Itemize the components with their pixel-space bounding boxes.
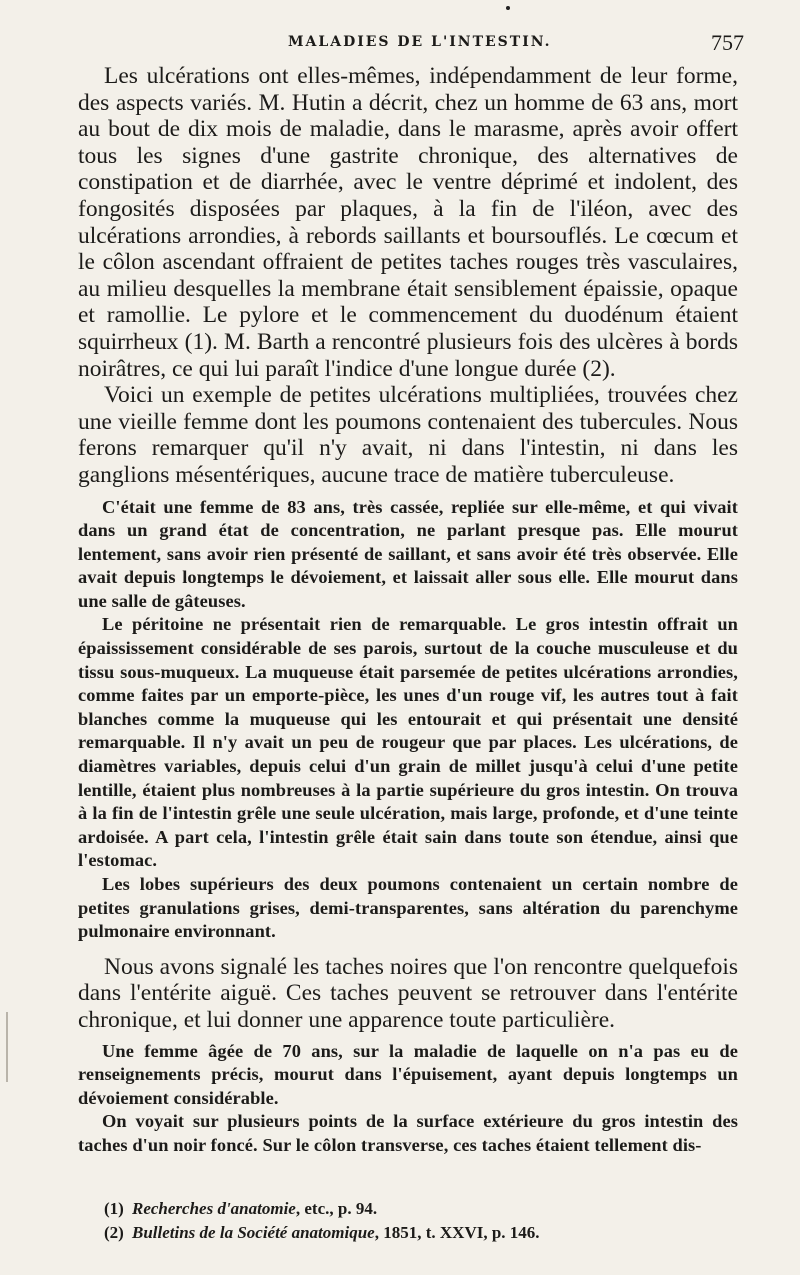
paragraph: Voici un exemple de petites ulcérations multipliées, trouvées chez une vieille femme dont les poumons contenaient des tubercules. Nous ferons remarquer qu'il n'y avait, ni dans l'intestin, ni dans les ganglions mésentériques, aucune trace de matière tuberculeuse. bbox=[78, 382, 738, 488]
running-head: MALADIES DE L'INTESTIN. bbox=[288, 34, 552, 50]
footnote-number: (2) bbox=[104, 1223, 124, 1242]
print-speck bbox=[506, 6, 510, 10]
footnote-rest: , etc., p. 94. bbox=[295, 1199, 378, 1218]
case-paragraph: Les lobes supérieurs des deux poumons contenaient un certain nombre de petites granulations grises, demi-transparentes, sans altération du parenchyme pulmonaire environnant. bbox=[78, 874, 738, 942]
footnote-rest: , 1851, t. XXVI, p. 146. bbox=[374, 1223, 540, 1242]
case-report-1 bbox=[78, 496, 738, 944]
case-paragraph: C'était une femme de 83 ans, très cassée, repliée sur elle-même, et qui vivait dans un grand état de concentration, ne parlant presque pas. Elle mourut lentement, sans avoir rien présenté de saillant, et sans avoir été très observée. Elle avait depuis longtemps le dévoiement, et laissait aller sous elle. Elle mourut dans une salle de gâteuses. bbox=[78, 496, 738, 611]
case-paragraph: On voyait sur plusieurs points de la surface extérieure du gros intestin des taches d'un noir foncé. Sur le côlon transverse, ces taches étaient tellement dis- bbox=[78, 1111, 738, 1155]
footnotes bbox=[104, 1197, 540, 1245]
footnote bbox=[104, 1221, 540, 1245]
case-report-2 bbox=[78, 1040, 738, 1158]
footnote bbox=[104, 1197, 540, 1221]
page-header bbox=[78, 20, 744, 60]
page-edge-shadow bbox=[6, 1012, 8, 1082]
footnote-number: (1) bbox=[104, 1199, 124, 1218]
paragraph: Nous avons signalé les taches noires que l'on rencontre quelquefois dans l'entérite aiguë. Ces taches peuvent se retrouver dans l'entérite chronique, et lui donner une apparence toute particulière. bbox=[78, 953, 738, 1033]
footnote-title: Recherches d'anatomie bbox=[132, 1199, 296, 1218]
paragraph: Les ulcérations ont elles-mêmes, indépendamment de leur forme, des aspects variés. M. Hutin a décrit, chez un homme de 63 ans, mort au bout de dix mois de maladie, dans le marasme, après avoir offert tous les signes d'une gastrite chronique, des alternatives de constipation et de diarrhée, avec le ventre déprimé et indolent, des fongosités disposées par plaques, à la fin de l'iléon, avec des ulcérations arrondies, à rebords saillants et boursouflés. Le cœcum et le côlon ascendant offraient de petites taches rouges très vasculaires, au milieu desquelles la membrane était sensiblement épaissie, opaque et ramollie. Le pylore et le commencement du duodénum étaient squirrheux (1). M. Barth a rencontré plusieurs fois des ulcères à bords noirâtres, ce qui lui paraît l'indice d'une longue durée (2). bbox=[78, 63, 738, 382]
case-paragraph: Le péritoine ne présentait rien de remarquable. Le gros intestin offrait un épaississement considérable de ses parois, surtout de la couche musculeuse et du tissu sous-muqueux. La muqueuse était parsemée de petites ulcérations arrondies, comme faites par un emporte-pièce, les unes d'un rouge vif, les autres tout à fait blanches comme la muqueuse qui les entourait et qui présentait une densité remarquable. Il n'y avait un peu de rougeur que par places. Les ulcérations, de diamètres variables, depuis celui d'un grain de millet jusqu'à celui d'une petite lentille, étaient plus nombreuses à la partie supérieure du gros intestin. On trouva à la fin de l'intestin grêle une seule ulcération, mais large, profonde, et d'une teinte ardoisée. A part cela, l'intestin grêle était sain dans toute son étendue, ainsi que l'estomac. bbox=[78, 614, 738, 871]
main-text-section-1 bbox=[78, 63, 738, 489]
footnote-title: Bulletins de la Société anatomique bbox=[132, 1223, 375, 1242]
main-text-section-2 bbox=[78, 954, 738, 1034]
case-paragraph: Une femme âgée de 70 ans, sur la maladie de laquelle on n'a pas eu de renseignements précis, mourut dans l'épuisement, ayant depuis longtemps un dévoiement considérable. bbox=[78, 1040, 738, 1108]
page-number: 757 bbox=[711, 30, 744, 55]
